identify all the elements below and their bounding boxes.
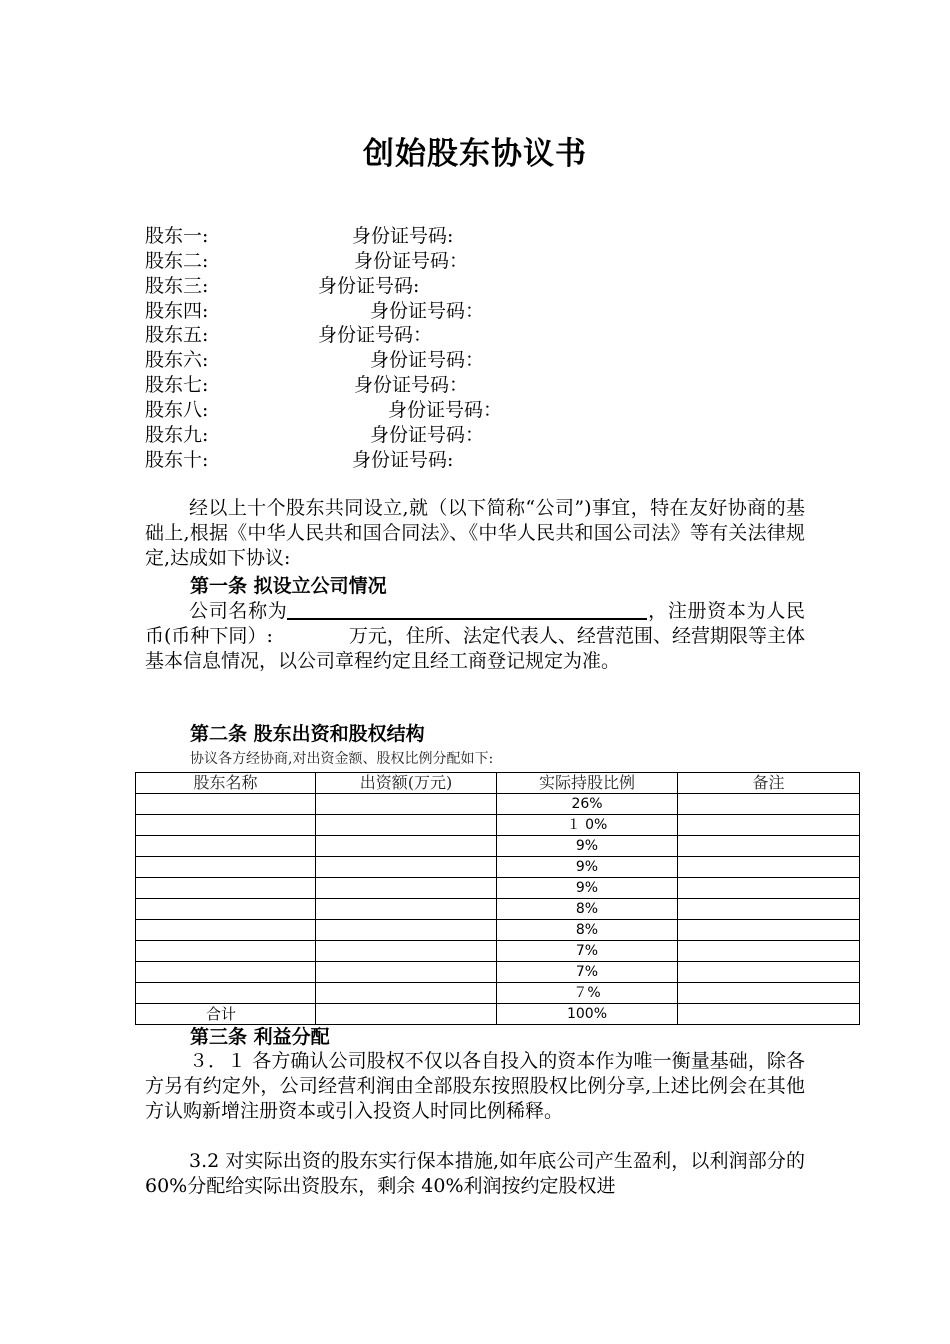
table-row [136,920,860,941]
share-ratio-cell: 9% [497,878,678,899]
article-1-text: ，注册资本为人民币(币种下同）: 万元，住所、法定代表人、经营范围、经营期限等主体基本信息情况，以公司章程约定且经工商登记规定为准。 [145,600,805,672]
table-cell [136,794,316,815]
table-row [136,857,860,878]
shareholder-label: 股东七: [145,374,209,396]
table-row [136,941,860,962]
table-cell [316,836,497,857]
table-cell [678,899,860,920]
table-cell [136,983,316,1004]
shareholder-label: 股东五: [145,324,209,346]
share-ratio-cell: 26% [497,794,678,815]
share-ratio-cell: １ 0% [497,815,678,836]
table-cell [136,857,316,878]
article-3-heading: 第三条 利益分配 [190,1026,330,1048]
shareholder-label: 股东九: [145,424,209,446]
table-cell [678,878,860,899]
share-ratio-cell: 8% [497,899,678,920]
table-cell [678,857,860,878]
id-number-label: 身份证号码： [370,424,485,446]
table-cell [136,962,316,983]
share-ratio-cell: 7% [497,941,678,962]
shareholder-label: 股东二: [145,250,209,272]
article-1-paragraph [145,598,805,674]
share-ratio-cell: ７% [497,983,678,1004]
table-cell [136,899,316,920]
table-row [136,815,860,836]
table-cell [678,962,860,983]
table-total-row [136,1004,860,1025]
table-row [136,836,860,857]
table-cell [316,983,497,1004]
company-name-prefix: 公司名称为 [189,600,288,622]
table-cell [316,794,497,815]
table-cell [316,920,497,941]
table-cell [678,1004,860,1025]
id-number-label: 身份证号码: [352,225,454,247]
id-number-label: 身份证号码： [318,324,433,346]
document-title: 创始股东协议书 [363,136,587,172]
id-number-label: 身份证号码： [388,399,503,421]
table-cell [136,815,316,836]
total-value: 100% [497,1004,678,1025]
article-3-paragraph-2: 3.2 对实际出资的股东实行保本措施,如年底公司产生盈利，以利润部分的 60%分配给实际出资股东，剩余 40%利润按约定股权进 [145,1150,805,1197]
intro-paragraph: 经以上十个股东共同设立,就（以下简称“公司”)事宜，特在友好协商的基础上,根据《中华人民共和国合同法》、《中华人民共和国公司法》等有关法律规定,达成如下协议: [145,497,805,569]
share-ratio-cell: 9% [497,836,678,857]
table-cell [678,920,860,941]
table-cell [136,878,316,899]
column-header: 股东名称 [136,773,316,794]
shareholder-label: 股东三: [145,275,209,297]
table-cell [316,857,497,878]
table-cell [678,941,860,962]
table-cell [678,983,860,1004]
shareholder-label: 股东十: [145,449,209,471]
column-header: 出资额(万元) [316,773,497,794]
table-cell [136,920,316,941]
table-cell [316,899,497,920]
table-cell [316,1004,497,1025]
id-number-label: 身份证号码： [354,250,469,272]
table-cell [678,794,860,815]
id-number-label: 身份证号码: [352,449,454,471]
table-cell [316,878,497,899]
column-header: 备注 [678,773,860,794]
share-ratio-cell: 8% [497,920,678,941]
table-cell [678,815,860,836]
id-number-label: 身份证号码: [318,275,420,297]
article-1-heading: 第一条 拟设立公司情况 [190,575,387,597]
shareholder-label: 股东八: [145,399,209,421]
article-2-note: 协议各方经协商,对出资金额、股权比例分配如下: [190,751,494,767]
table-row [136,899,860,920]
table-cell [136,941,316,962]
table-cell [316,941,497,962]
table-row [136,983,860,1004]
table-cell [316,962,497,983]
shareholder-label: 股东四: [145,300,209,322]
table-header-row [136,773,860,794]
share-ratio-cell: 7% [497,962,678,983]
table-cell [678,836,860,857]
equity-table [135,772,860,1025]
total-label: 合计 [136,1004,316,1025]
table-row [136,794,860,815]
article-3-paragraph-1: ３．１ 各方确认公司股权不仅以各自投入的资本作为唯一衡量基础，除各方另有约定外，公司经营利润由全部股东按照股权比例分享,上述比例会在其他方认购新增注册资本或引入投资人时同比例稀释。 [145,1050,805,1122]
table-row [136,962,860,983]
table-cell [316,815,497,836]
table-cell [136,836,316,857]
id-number-label: 身份证号码： [370,349,485,371]
shareholder-label: 股东六: [145,349,209,371]
company-name-blank [287,598,647,620]
column-header: 实际持股比例 [497,773,678,794]
id-number-label: 身份证号码： [370,300,485,322]
article-2-heading: 第二条 股东出资和股权结构 [190,723,425,745]
table-row [136,878,860,899]
shareholder-label: 股东一: [145,225,209,247]
id-number-label: 身份证号码： [354,374,469,396]
share-ratio-cell: 9% [497,857,678,878]
